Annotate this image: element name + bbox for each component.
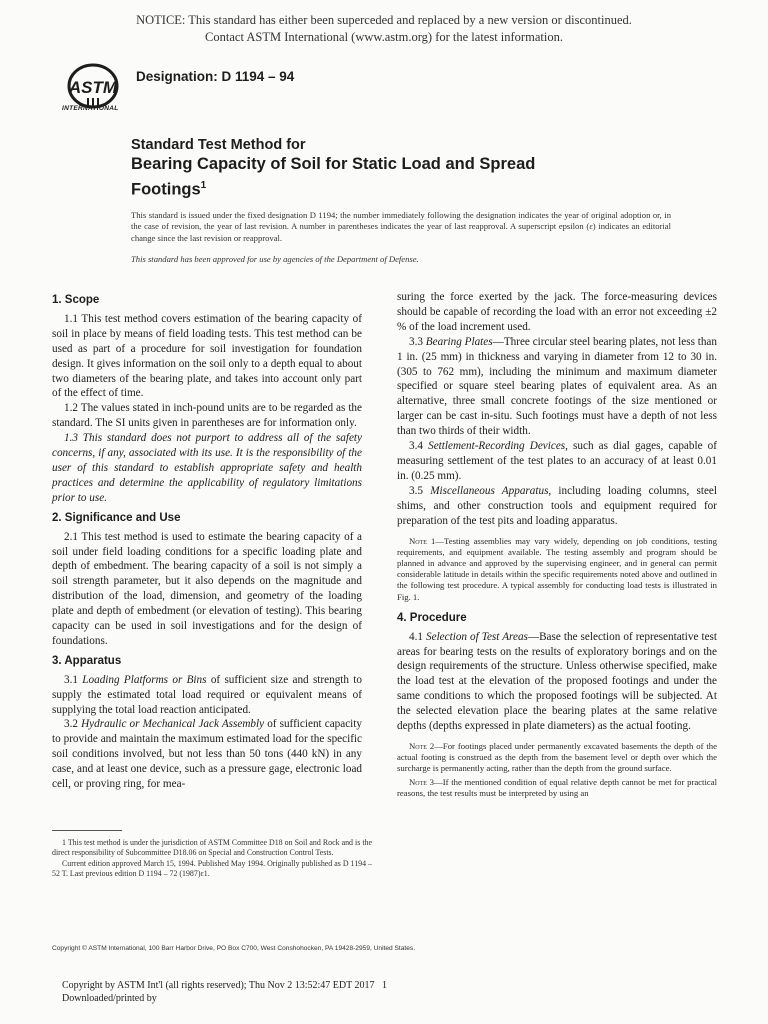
title-line-2: Bearing Capacity of Soil for Static Load and Spread [131,155,536,173]
paragraph-3-4 [397,439,717,484]
footnote-edition: Current edition approved March 15, 1994. Published May 1994. Originally published as D 1194 – 52 T. Last previous edition D 1194 – 72 (1987)ε1. [52,859,372,878]
note-label: Note 1 [409,535,436,546]
scope-heading: 1. Scope [52,294,100,306]
page-number: 1 [382,980,387,991]
download-stamp [62,980,387,1005]
note-label: Note 3 [409,776,434,787]
document-title [131,136,671,201]
term: Selection of Test Areas [426,630,528,643]
paragraph-number: 3.2 [64,718,78,731]
paragraph-1-3: 1.3 This standard does not purport to address all of the safety concerns, if any, associated with its use. It is the responsibility of the user of this standard to establish appropriate safety and health practices and determine the applicability of regulatory limitations prior to use. [52,432,362,504]
download-stamp-line-1: Copyright by ASTM Int'l (all rights reserved); Thu Nov 2 13:52:47 EDT 2017 [62,980,375,991]
paragraph-3-3 [397,335,717,439]
paragraph-4-1 [397,630,717,734]
paragraph-3-2 [52,717,362,792]
logo-wordmark: ASTM [68,78,118,97]
paragraph-text: , such as dial gages, capable of measuring settlement of the test plates to an accuracy of at least 0.01 in. (0.25 mm). [397,440,717,482]
note-text: —If the mentioned condition of equal relative depth cannot be met for practical reasons, the test results must be interpreted by using an [397,776,717,798]
paragraph-number: 3.4 [409,440,423,453]
note-text: —Testing assemblies may vary widely, depending on job conditions, testing requirements, and equipment available. The testing assembly and program should be planned in advance and approved by the supervising engineer, and in general can permit considerable latitude in details within the specific requirements noted above and outlined in the following test procedure. A typical assembly for conducting load tests is illustrated in Fig. 1. [397,535,717,602]
paragraph-2-1: 2.1 This test method is used to estimate the bearing capacity of a soil under field loading conditions for a specific loading plate and depth of embedment. The bearing capacity of a soil is not simply a soil strength parameter, but it also depends on the magnitude and distribution of the load, dimension, and geometry of the loading plate and depth of embedment (or elevation of testing). This bearing capacity can be used in soil investigations and for the design of foundations. [52,530,362,647]
term: Settlement-Recording Devices [428,440,566,453]
paragraph-3-5 [397,484,717,529]
notice-line-1: NOTICE: This standard has either been superceded and replaced by a new version or discontinued. [136,13,632,27]
apparatus-heading: 3. Apparatus [52,654,122,667]
paragraph-1-2: 1.2 The values stated in inch-pound units are to be regarded as the standard. The SI units given in parentheses are for information only. [52,402,362,430]
paragraph-number: 3.5 [409,484,423,497]
term: Loading Platforms or Bins [82,673,207,686]
paragraph-text: of sufficient capacity to provide and maintain the maximum estimated load for the specific soil conditions involved, but not less than 50 tons (440 kN) in any case, and at least one device, such as a pressure gage, electronic load cell, or proving ring, for mea- [52,718,362,791]
paragraph-number: 4.1 [409,630,423,643]
paragraph-text: of sufficient size and strength to supply the estimated total load required or equivalent means of supplying the total load reaction anticipated. [52,673,363,716]
paragraph-number: 3.3 [409,335,423,348]
title-footnote-mark: 1 [200,180,207,191]
left-column [52,288,362,792]
paragraph-3-1 [52,673,362,718]
paragraph-text: —Base the selection of representative test areas for bearing tests on the results of exploratory borings and on the design requirements of the structure. Unless otherwise specified, make the load test at the elevation of the proposed footings and under the same conditions to which the proposed footings will be subjected. At the selected elevation place the bearing plates at the same relative depths (depths expressed in plate diameters) as the actual footing. [397,630,717,733]
logo-subtitle: INTERNATIONAL [62,105,119,112]
title-line-3: Footings [131,180,201,199]
paragraph-text: , including loading columns, steel shims, and other construction tools and equipment required for preparation of the test pits and loading apparatus. [397,484,718,527]
download-stamp-line-2: Downloaded/printed by [62,992,157,1004]
significance-heading: 2. Significance and Use [52,511,181,524]
copyright-line: Copyright © ASTM International, 100 Barr Harbor Drive, PO Box C700, West Conshohocken, PA 19428-2959, United States. [52,945,416,952]
dod-approval-note: This standard has been approved for use by agencies of the Department of Defense. [131,254,419,264]
footnotes [52,838,372,880]
title-line-1: Standard Test Method for [131,137,306,153]
paragraph-1-1: 1.1 This test method covers estimation of the bearing capacity of soil in place by means of field loading tests. This test method can be used as part of a procedure for soil investigation for foundation design. It gives information on the soil only to a depth equal to about two diameters of the bearing plate, and takes into account only part of the effect of time. [52,312,362,400]
designation: Designation: D 1194 – 94 [136,69,295,84]
footnote-divider [52,830,122,831]
footnote-1: 1 This test method is under the jurisdiction of ASTM Committee D18 on Soil and Rock and is the direct responsibility of Subcommittee D18.06 on Special and Construction Control Tests. [52,838,372,857]
notice-line-2: Contact ASTM International (www.astm.org) for the latest information. [205,30,563,44]
paragraph-3-2-continued: suring the force exerted by the jack. The force-measuring devices should be capable of recording the load with an error not exceeding ±2 % of the load increment used. [397,291,717,333]
note-3 [397,777,717,799]
term: Hydraulic or Mechanical Jack Assembly [81,718,265,731]
issued-note: This standard is issued under the fixed designation D 1194; the number immediately following the designation indicates the year of original adoption or, in the case of revision, the year of last revision. A number in parentheses indicates the year of last reapproval. A superscript epsilon (ε) indicates an editorial change since the last revision or reapproval. [131,210,671,243]
paragraph-text: —Three circular steel bearing plates, not less than 1 in. (25 mm) in thickness and varying in diameter from 12 to 30 in. (305 to 762 mm), including the minimum and maximum diameter specified or square steel bearing plates of equivalent area. As an alternative, three small concrete footings of the size mentioned or larger can be cast in-situ. Such footings must have a depth of not less than two thirds of their width. [397,335,717,438]
term: Miscellaneous Apparatus [430,484,549,497]
note-1 [397,536,717,603]
right-column [397,290,717,807]
procedure-heading: 4. Procedure [397,611,467,624]
note-text: —For footings placed under permanently excavated basements the depth of the actual footing is construed as the depth from the basement level or depth over which the surcharge is permanently acting, rather than the depth from the ground surface. [397,740,718,774]
note-2 [397,741,717,775]
note-label: Note 2 [409,740,435,751]
paragraph-number: 3.1 [64,673,78,686]
term: Bearing Plates [425,335,493,348]
supersede-notice [0,12,768,46]
